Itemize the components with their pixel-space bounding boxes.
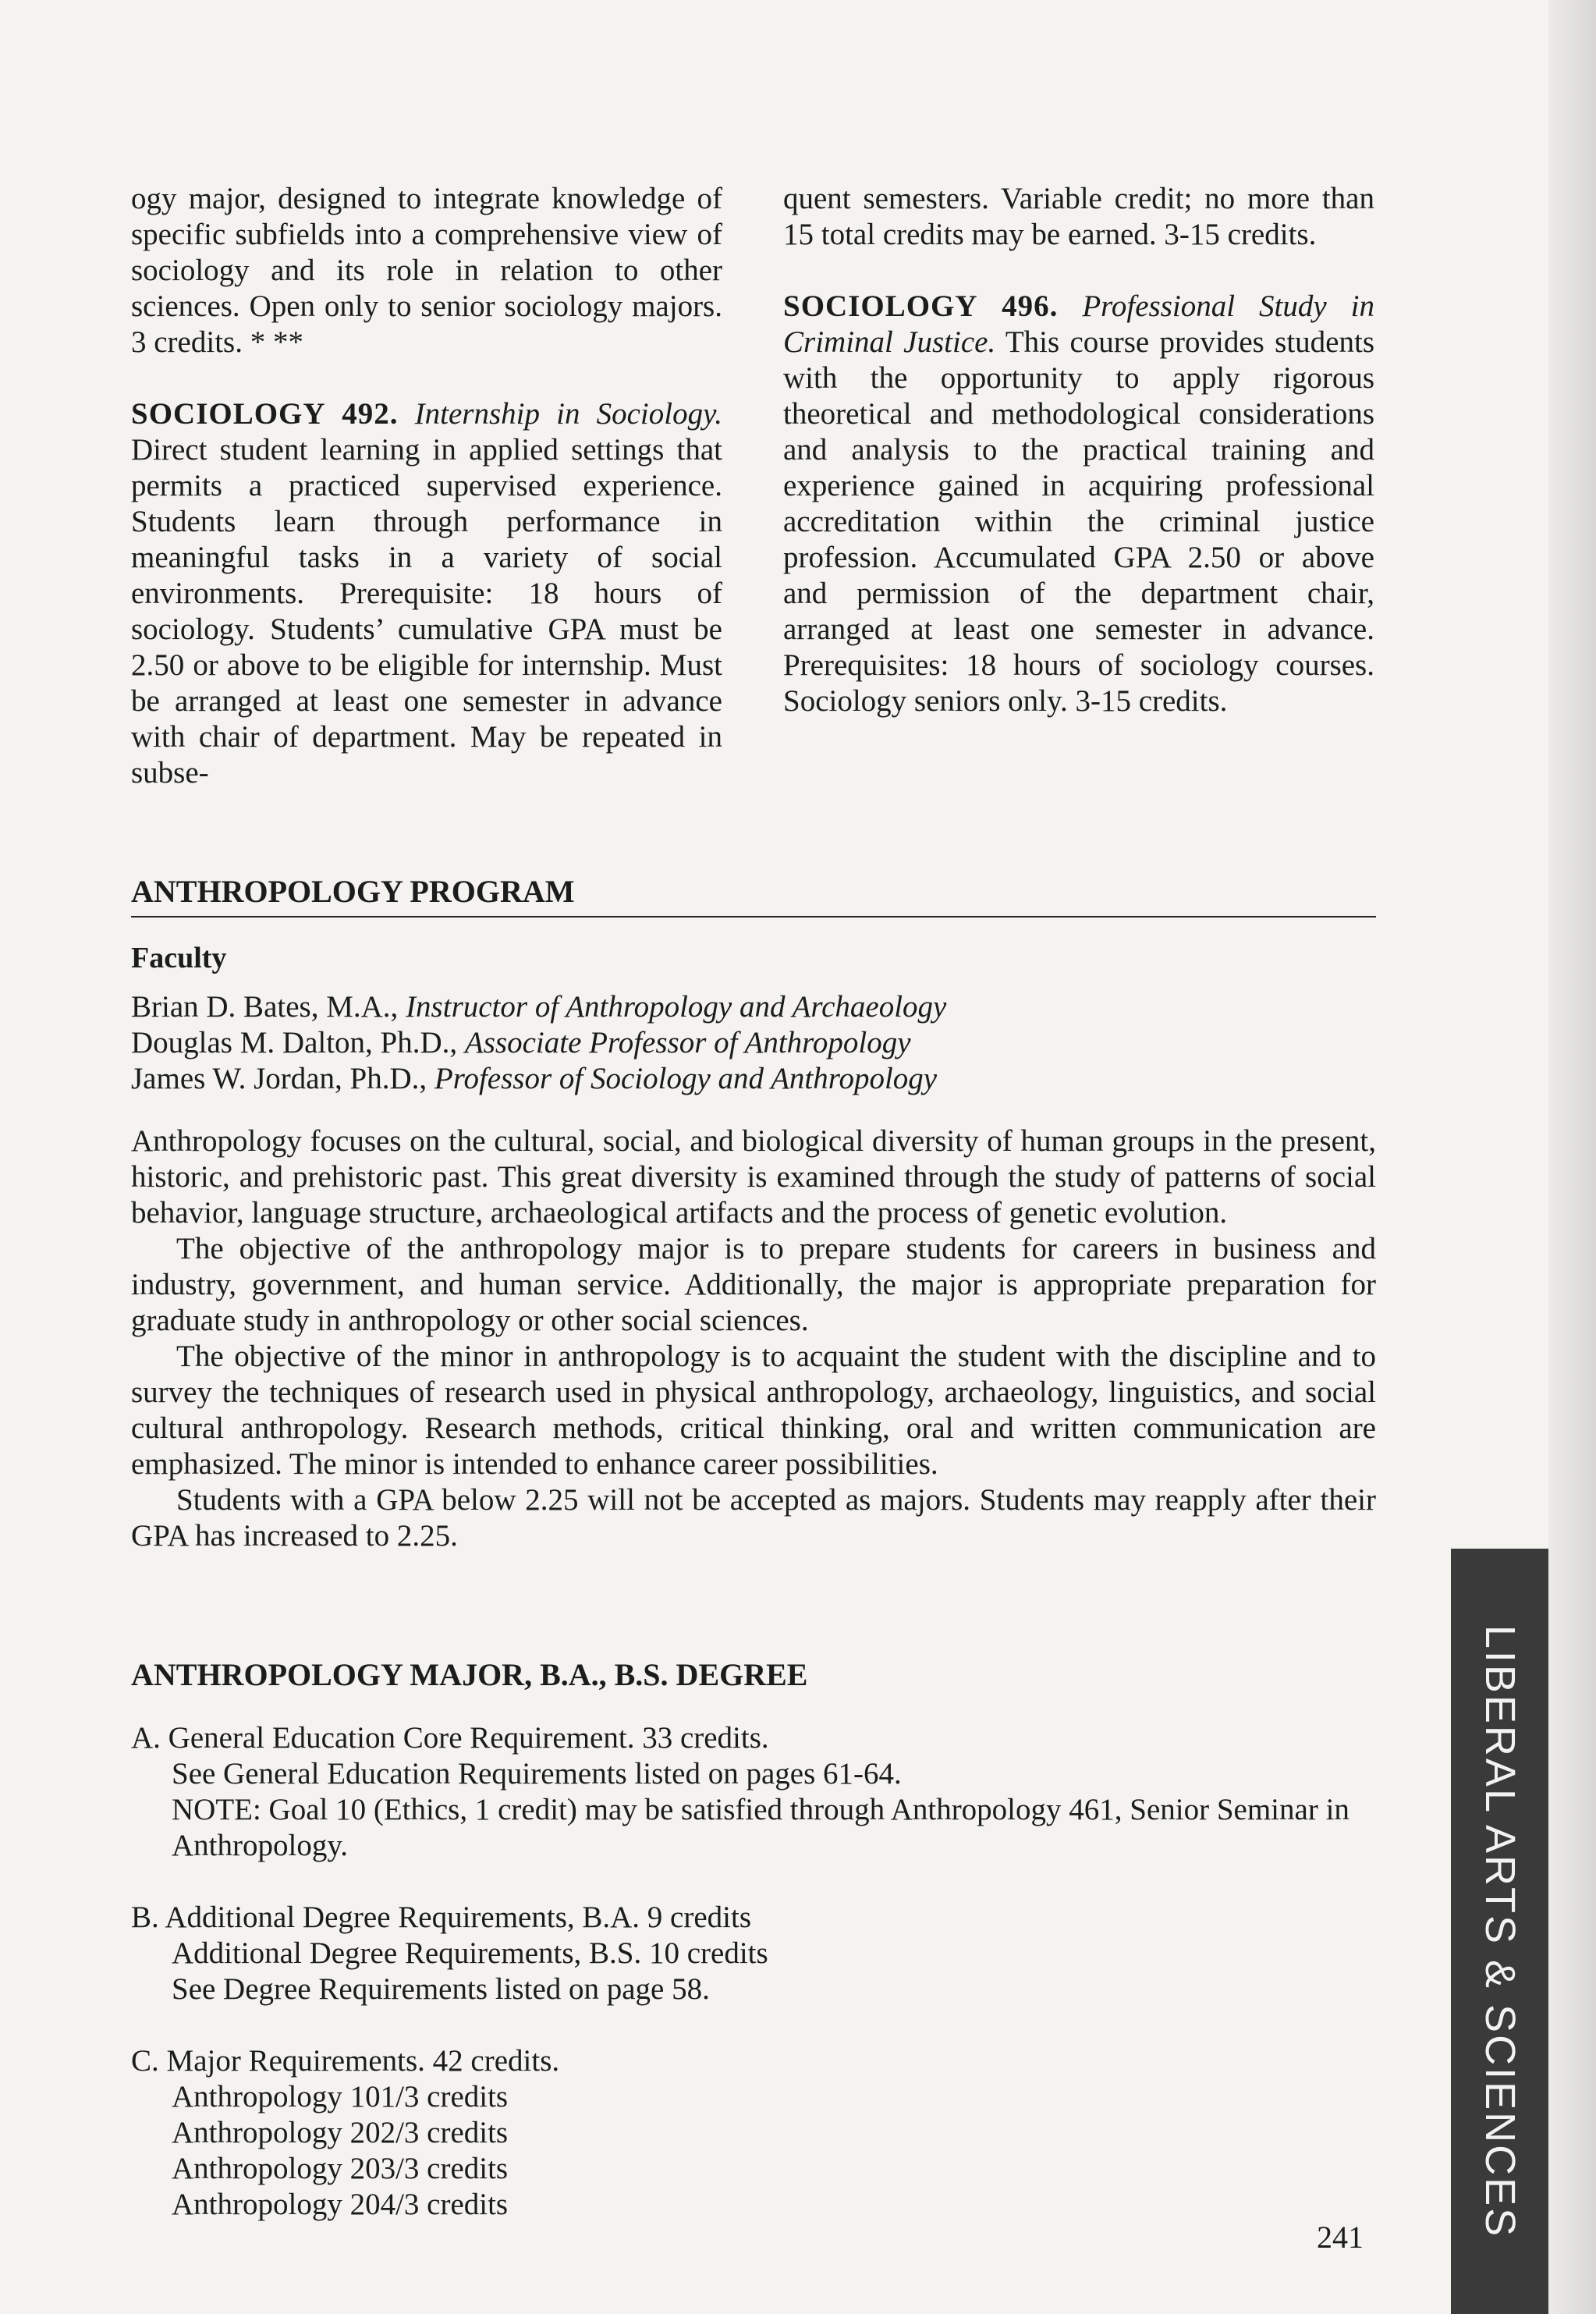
- faculty-label: Faculty: [131, 942, 227, 974]
- faculty-list: [131, 989, 1376, 1097]
- requirement-c: [131, 2043, 1376, 2223]
- intro-paragraph: The objective of the minor in anthropology is to acquaint the student with the discipline and to survey the techniques of research used in physical anthropology, archaeology, linguistics, and social cultural anthropology. Research methods, critical thinking, oral and written communication are emphasized. The minor is intended to enhance career possibilities.: [131, 1340, 1376, 1481]
- course-sociology-492: [131, 396, 722, 791]
- requirement-line: B. Additional Degree Requirements, B.A. 9 credits: [131, 1901, 752, 1934]
- faculty-title: Professor of Sociology and Anthropology: [434, 1062, 938, 1095]
- faculty-title: Instructor of Anthropology and Archaeology: [406, 990, 947, 1024]
- faculty-title: Associate Professor of Anthropology: [464, 1026, 911, 1059]
- requirement-sub: Additional Degree Requirements, B.S. 10 credits: [172, 1936, 768, 1970]
- page-edge-shadow: [1548, 0, 1596, 2314]
- course-sociology-496: [783, 289, 1374, 719]
- left-column: [131, 181, 722, 791]
- course-title: Internship in Sociology.: [414, 397, 722, 431]
- faculty-member: [131, 989, 1376, 1025]
- course-requirement: Anthropology 204/3 credits: [172, 2188, 509, 2221]
- intro-paragraph: Anthropology focuses on the cultural, social, and biological diversity of human groups in the present, historic, and prehistoric past. This great diversity is examined through the study of patterns of social behavior, language structure, archaeological artifacts and the process of genetic evolution.: [131, 1124, 1376, 1230]
- course-description: This course provides students with the opportunity to apply rigorous theoretical and methodological considerations and analysis to the practical training and experience gained in acquiring professional accreditation within the criminal justice profession. Accumulated GPA 2.50 or above and permission of the department chair, arranged at least one semester in advance. Prerequisites: 18 hours of sociology courses. Sociology seniors only. 3-15 credits.: [783, 325, 1375, 718]
- faculty-name: Douglas M. Dalton, Ph.D.,: [131, 1026, 458, 1059]
- left-continuation-text: ogy major, designed to integrate knowledge of specific subfields into a comprehensive view of sociology and its role in relation to other sciences. Open only to senior sociology majors. 3 credits. * **: [131, 182, 722, 359]
- faculty-name: James W. Jordan, Ph.D.,: [131, 1062, 427, 1095]
- page-number: 241: [1317, 2220, 1364, 2255]
- course-requirement: Anthropology 203/3 credits: [172, 2152, 509, 2185]
- requirement-a: [131, 1720, 1376, 1864]
- side-tab-label: LIBERAL ARTS & SCIENCES: [1476, 1624, 1523, 2238]
- major-heading: ANTHROPOLOGY MAJOR, B.A., B.S. DEGREE: [131, 1657, 808, 1692]
- requirement-b: [131, 1900, 1376, 2007]
- course-title: Professional Study in Criminal Justice.: [783, 289, 1374, 359]
- course-description: Direct student learning in applied settings that permits a practiced supervised experience. Students learn through performance in meaningful tasks in a variety of social environments. Prerequisite: 18 hours of sociology. Students’ cumulative GPA must be 2.50 or above to be eligible for internship. Must be arranged at least one semester in advance with chair of department. May be repeated in subse-: [131, 433, 722, 790]
- requirement-sub: See General Education Requirements listed on pages 61-64.: [172, 1757, 902, 1791]
- intro-paragraph: Students with a GPA below 2.25 will not be accepted as majors. Students may reapply after their GPA has increased to 2.25.: [131, 1483, 1376, 1553]
- course-code: SOCIOLOGY 492.: [131, 397, 399, 431]
- program-description: [131, 1123, 1376, 1554]
- faculty-name: Brian D. Bates, M.A.,: [131, 990, 399, 1024]
- program-heading: ANTHROPOLOGY PROGRAM: [131, 872, 1376, 917]
- right-column: [783, 181, 1374, 719]
- intro-paragraph: The objective of the anthropology major is to prepare students for careers in business and industry, government, and human service. Additionally, the major is appropriate preparation for graduate study in anthropology or other social sciences.: [131, 1232, 1376, 1337]
- requirement-sub: See Degree Requirements listed on page 58.: [172, 1972, 710, 2006]
- course-requirement: Anthropology 101/3 credits: [172, 2080, 509, 2113]
- faculty-member: [131, 1061, 1376, 1097]
- section-side-tab: [1451, 1549, 1548, 2314]
- course-code: SOCIOLOGY 496.: [783, 289, 1059, 323]
- faculty-member: [131, 1025, 1376, 1061]
- requirements-list: [131, 1720, 1376, 2223]
- requirement-line: C. Major Requirements. 42 credits.: [131, 2044, 560, 2078]
- requirement-note: NOTE: Goal 10 (Ethics, 1 credit) may be satisfied through Anthropology 461, Senior Seminar in Anthropology.: [172, 1793, 1350, 1862]
- right-continuation-text: quent semesters. Variable credit; no more than 15 total credits may be earned. 3-15 credits.: [783, 182, 1374, 251]
- course-requirement: Anthropology 202/3 credits: [172, 2116, 509, 2149]
- requirement-line: A. General Education Core Requirement. 33 credits.: [131, 1721, 769, 1755]
